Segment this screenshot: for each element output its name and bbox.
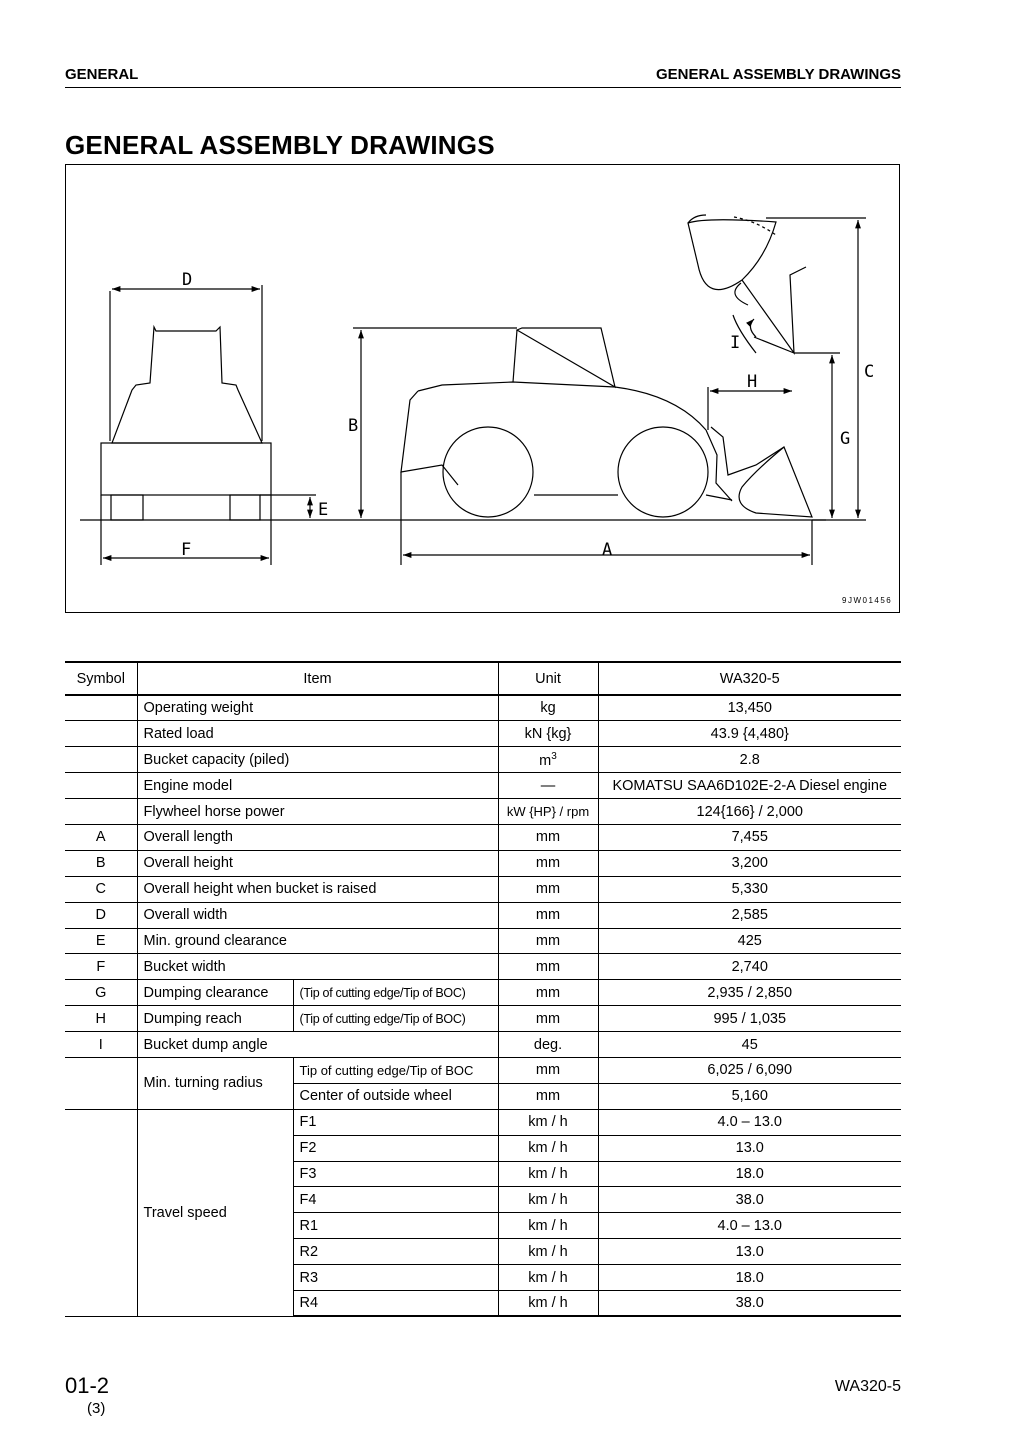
value-cell: 2,740 (598, 954, 901, 980)
sub-item-cell: R2 (293, 1239, 498, 1265)
symbol-cell: D (65, 902, 137, 928)
table-row (65, 980, 901, 1006)
sub-item-cell: F1 (293, 1109, 498, 1135)
item-cell: Min. ground clearance (137, 928, 498, 954)
value-cell: 425 (598, 928, 901, 954)
sub-item-cell: R1 (293, 1213, 498, 1239)
symbol-cell: H (65, 1006, 137, 1032)
value-cell: 3,200 (598, 850, 901, 876)
unit-cell: km / h (498, 1109, 598, 1135)
unit-cell: mm (498, 824, 598, 850)
item-cell: Flywheel horse power (137, 799, 498, 825)
table-row (65, 773, 901, 799)
unit-cell: deg. (498, 1032, 598, 1058)
sub-item-cell: Center of outside wheel (293, 1083, 498, 1109)
item-cell: Rated load (137, 721, 498, 747)
unit-cell: km / h (498, 1161, 598, 1187)
unit-cell: mm (498, 1006, 598, 1032)
note-cell: (Tip of cutting edge/Tip of BOC) (293, 1006, 498, 1032)
table-row (65, 1006, 901, 1032)
unit-cell: mm (498, 954, 598, 980)
unit-cell: km / h (498, 1239, 598, 1265)
value-cell: 995 / 1,035 (598, 1006, 901, 1032)
unit-cell: mm (498, 1057, 598, 1083)
item-cell: Overall width (137, 902, 498, 928)
symbol-cell: F (65, 954, 137, 980)
item-cell: Operating weight (137, 695, 498, 721)
front-view (101, 285, 316, 565)
unit-cell: kN {kg} (498, 721, 598, 747)
dim-label-i: I (730, 333, 741, 353)
revision-number: (3) (87, 1400, 106, 1417)
table-row (65, 824, 901, 850)
item-cell: Engine model (137, 773, 498, 799)
table-row (65, 850, 901, 876)
dim-label-b: B (348, 416, 359, 436)
assembly-drawing (65, 164, 900, 613)
sub-item-cell: R4 (293, 1290, 498, 1316)
unit-cell: mm (498, 902, 598, 928)
item-cell: Travel speed (137, 1109, 293, 1316)
header-chapter: GENERAL ASSEMBLY DRAWINGS (655, 66, 901, 83)
unit-cell: km / h (498, 1187, 598, 1213)
unit-cell: km / h (498, 1265, 598, 1291)
table-row (65, 721, 901, 747)
symbol-cell: I (65, 1032, 137, 1058)
table-row (65, 1032, 901, 1058)
page-title: GENERAL ASSEMBLY DRAWINGS (65, 130, 495, 160)
unit-cell: mm (498, 928, 598, 954)
value-cell: 2,935 / 2,850 (598, 980, 901, 1006)
value-cell: 4.0 – 13.0 (598, 1213, 901, 1239)
item-cell: Overall height (137, 850, 498, 876)
symbol-cell: E (65, 928, 137, 954)
side-view (353, 215, 866, 565)
value-cell: 18.0 (598, 1161, 901, 1187)
table-row (65, 928, 901, 954)
dim-label-e: E (318, 500, 329, 520)
unit-cell: km / h (498, 1213, 598, 1239)
value-cell: 6,025 / 6,090 (598, 1057, 901, 1083)
value-cell: 4.0 – 13.0 (598, 1109, 901, 1135)
table-row (65, 1057, 901, 1083)
item-cell: Min. turning radius (137, 1057, 293, 1109)
sub-item-cell: F4 (293, 1187, 498, 1213)
value-cell: 13.0 (598, 1239, 901, 1265)
dim-label-a: A (602, 540, 613, 560)
value-cell: 5,330 (598, 876, 901, 902)
symbol-cell: C (65, 876, 137, 902)
col-header-unit: Unit (498, 662, 598, 695)
unit-superscript: 3 (551, 750, 557, 762)
unit-cell: — (498, 773, 598, 799)
value-cell: 13,450 (598, 695, 901, 721)
value-cell: 2.8 (598, 747, 901, 773)
specifications-table (65, 661, 901, 1317)
loader-drawing-svg (66, 165, 901, 614)
value-cell: 38.0 (598, 1187, 901, 1213)
value-cell: 45 (598, 1032, 901, 1058)
table-row (65, 902, 901, 928)
footer-model: WA320-5 (834, 1378, 901, 1395)
table-row (65, 876, 901, 902)
table-row (65, 747, 901, 773)
unit-cell: mm (498, 876, 598, 902)
table-row (65, 695, 901, 721)
value-cell: 124{166} / 2,000 (598, 799, 901, 825)
table-header-row (65, 662, 901, 695)
unit-cell: mm (498, 1083, 598, 1109)
unit-cell: kW {HP} / rpm (498, 799, 598, 825)
note-cell: (Tip of cutting edge/Tip of BOC) (293, 980, 498, 1006)
value-cell: 2,585 (598, 902, 901, 928)
item-cell: Overall length (137, 824, 498, 850)
drawing-code: 9JW01456 (842, 596, 893, 605)
value-cell: 43.9 {4,480} (598, 721, 901, 747)
unit-cell (498, 747, 598, 773)
item-cell: Overall height when bucket is raised (137, 876, 498, 902)
item-cell: Bucket capacity (piled) (137, 747, 498, 773)
unit-cell: mm (498, 850, 598, 876)
sub-item-cell: F2 (293, 1135, 498, 1161)
page-header (65, 66, 901, 88)
header-section: GENERAL (65, 66, 139, 83)
dim-label-c: C (864, 362, 875, 382)
value-cell: 18.0 (598, 1265, 901, 1291)
item-cell: Dumping reach (137, 1006, 293, 1032)
unit-base: m (539, 752, 552, 769)
symbol-cell: G (65, 980, 137, 1006)
page-number: 01-2 (65, 1373, 110, 1398)
dim-label-h: H (747, 372, 758, 392)
unit-cell: mm (498, 980, 598, 1006)
value-cell: 38.0 (598, 1290, 901, 1316)
sub-item-cell: R3 (293, 1265, 498, 1291)
table-row (65, 799, 901, 825)
table-row (65, 954, 901, 980)
item-cell: Dumping clearance (137, 980, 293, 1006)
unit-cell: kg (498, 695, 598, 721)
value-cell: KOMATSU SAA6D102E-2-A Diesel engine (598, 773, 901, 799)
value-cell: 5,160 (598, 1083, 901, 1109)
item-cell: Bucket dump angle (137, 1032, 498, 1058)
col-header-item: Item (137, 662, 498, 695)
value-cell: 7,455 (598, 824, 901, 850)
sub-item-cell: F3 (293, 1161, 498, 1187)
unit-cell: km / h (498, 1290, 598, 1316)
symbol-cell: B (65, 850, 137, 876)
dim-label-d: D (182, 270, 193, 290)
item-cell: Bucket width (137, 954, 498, 980)
value-cell: 13.0 (598, 1135, 901, 1161)
dim-label-g: G (840, 429, 851, 449)
col-header-symbol: Symbol (65, 662, 137, 695)
table-row (65, 1109, 901, 1135)
symbol-cell: A (65, 824, 137, 850)
dim-label-f: F (181, 540, 192, 560)
unit-cell: km / h (498, 1135, 598, 1161)
sub-item-cell: Tip of cutting edge/Tip of BOC (293, 1057, 498, 1083)
col-header-model: WA320-5 (598, 662, 901, 695)
